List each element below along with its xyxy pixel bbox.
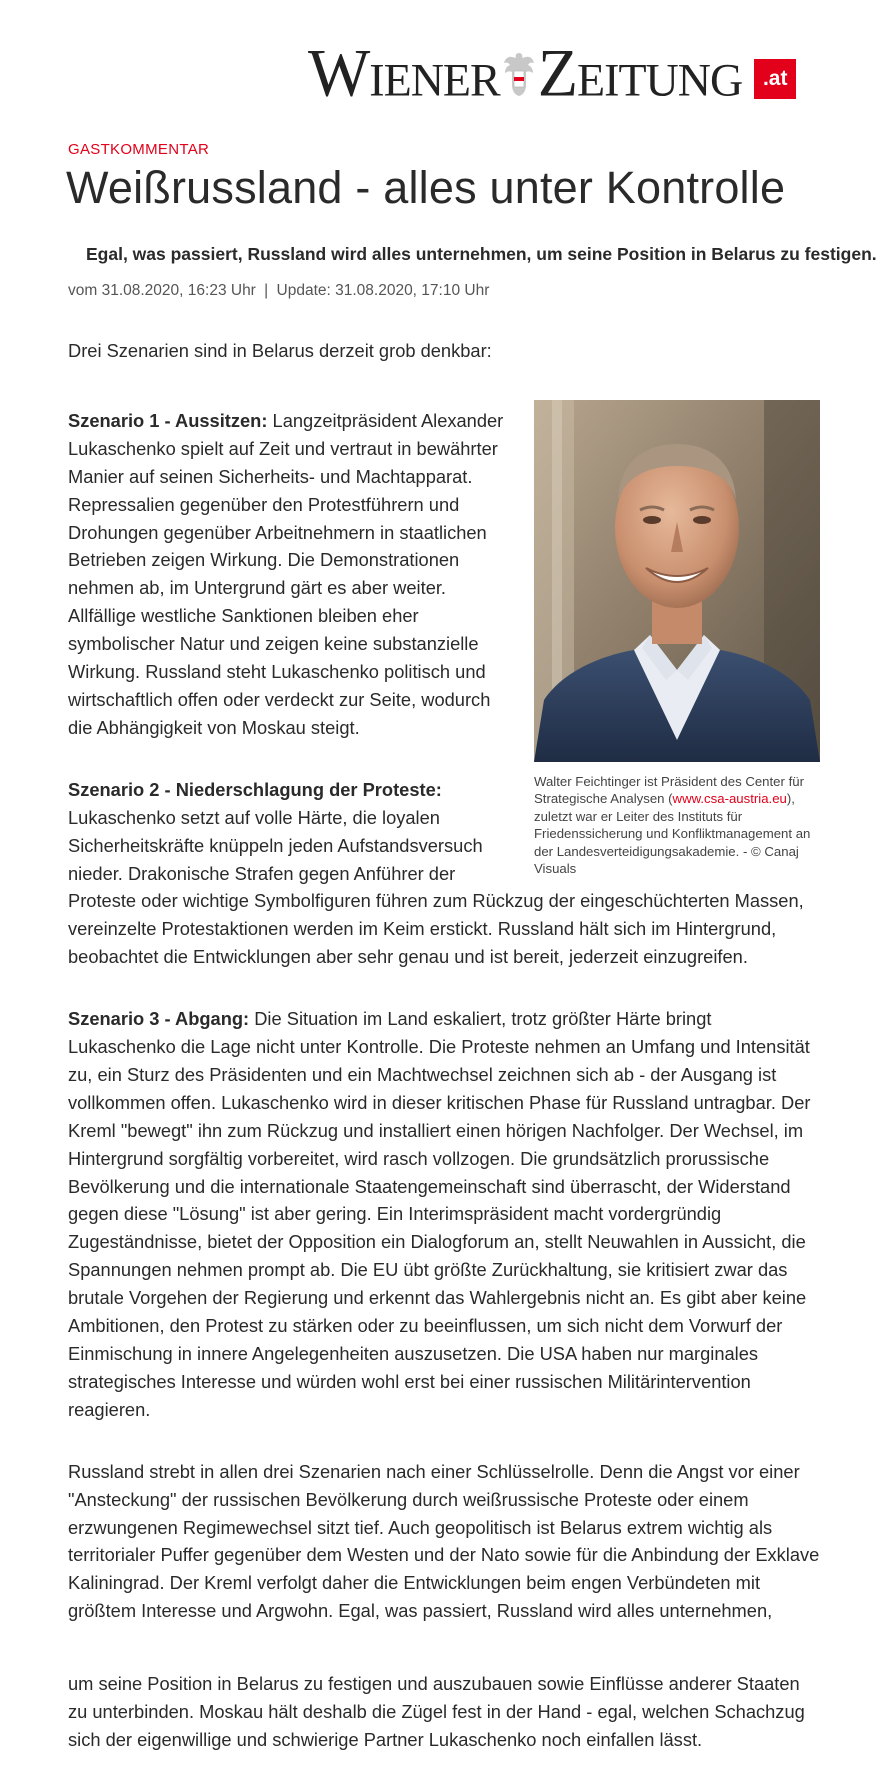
scenario-1-text: Langzeitpräsident Alexander Lukaschenko spielt auf Zeit und vertraut in bewährter Manier auf seinen Sicherheits- und Machtapparat. Repressalien gegenüber den Protestführern und Drohungen gegenüber Arbeitnehmern in staatlichen Betrieben zeigen Wirkung. Die Demonstrationen nehmen ab, im Untergrund gärt es aber weiter. Allfällige westliche Sanktionen bleiben eher symbolischer Natur und zeigen keine substanzielle Wirkung. Russland steht Lukaschenko politisch und wirtschaftlich offen oder verdeckt zur Seite, wodurch die Abhängigkeit von Moskau steigt. xyxy=(68,409,504,738)
scenario-2-text: Lukaschenko setzt auf volle Härte, die loyalen Sicherheitskräfte knüppeln jeden Aufstandsversuch nieder. Drakonische Strafen gegen Anführer der Proteste oder wichtige Symbolfiguren führen zum Rückzug der eingeschüchterten Massen, vereinzelte Protestaktionen werden im Keim erstickt. Russland hält sich im Hintergrund, beobachtet die Entwicklungen aber sehr genau und ist bereit, jederzeit einzugreifen. xyxy=(68,806,804,968)
scenario-3-heading: Szenario 3 - Abgang: xyxy=(68,1008,250,1030)
scenario-1-heading: Szenario 1 - Aussitzen: xyxy=(68,409,268,431)
article-body xyxy=(68,337,820,1788)
article-lead: Egal, was passiert, Russland wird alles unternehmen, um seine Position in Belarus zu festigen. xyxy=(86,244,877,264)
csa-link[interactable]: www.csa-austria.eu xyxy=(672,791,787,807)
photo-caption xyxy=(534,773,820,877)
article-kicker: GASTKOMMENTAR xyxy=(68,141,210,158)
masthead[interactable] xyxy=(308,36,796,111)
caption-text-b: ), zuletzt war er Leiter des Instituts für Friedenssicherung und Konfliktmanagement an der Landesverteidigungsakademie. - © Canaj Visuals xyxy=(534,791,811,876)
closing-paragraph: um seine Position in Belarus zu festigen und auszubauen sowie Einflüsse anderer Staaten zu unterbinden. Moskau hält deshalb die Zügel fest in der Hand - egal, welchen Schachzug sich der eigenwillige und schwierige Partner Lukaschenko noch einfallen lässt. xyxy=(68,1673,805,1750)
article-title: Weißrussland - alles unter Kontrolle xyxy=(66,162,786,213)
masthead-wordmark-wiener: Wiener xyxy=(308,36,500,111)
author-figure xyxy=(534,400,820,877)
masthead-wordmark-zeitung: Zeitung xyxy=(537,36,743,111)
dateline-separator: | xyxy=(264,282,269,299)
tld-badge: .at xyxy=(754,59,796,99)
author-photo[interactable] xyxy=(534,400,820,762)
scenario-3-text: Die Situation im Land eskaliert, trotz größter Härte bringt Lukaschenko die Lage nicht unter Kontrolle. Die Proteste nehmen an Umfang und Intensität zu, ein Sturz des Präsidenten und ein Machtwechsel zeichnen sich ab - der Ausgang ist vollkommen offen. Lukaschenko wird in dieser kritischen Phase für Russland untragbar. Der Kreml "bewegt" ihn zum Rückzug und installiert einen hörigen Nachfolger. Der Wechsel, im Hintergrund sorgfältig vorbereitet, wird rasch vollzogen. Die grundsätzlich prorussische Bevölkerung und die internationale Staatengemeinschaft sind überrascht, der Widerstand gegen diese "Lösung" ist aber gering. Ein Interimspräsident macht vordergründig Zugeständnisse, bietet der Opposition ein Dialogforum an, stellt Neuwahlen in Aussicht, die Spannungen nehmen prompt ab. Die EU übt größte Zurückhaltung, sie kritisiert zwar das brutale Vorgehen der Regierung und erkennt das Wahlergebnis nicht an. Es gibt aber keine Ambitionen, den Protest zu stärken oder zu beeinflussen, um sich nicht dem Vorwurf der Einmischung in innere Angelegenheiten auszusetzen. Die USA haben nur marginales strategisches Interesse und würden wohl erst bei einer russischen Militärintervention reagieren. xyxy=(68,1008,811,1420)
update-date: Update: 31.08.2020, 17:10 Uhr xyxy=(276,282,490,299)
intro-paragraph: Drei Szenarien sind in Belarus derzeit grob denkbar: xyxy=(68,340,492,361)
russia-paragraph: Russland strebt in allen drei Szenarien nach einer Schlüsselrolle. Denn die Angst vor einer "Ansteckung" der russischen Bevölkerung durch weißrussische Proteste oder einem erzwungenen Regimewechsel sitzt tief. Auch geopolitisch ist Belarus extrem wichtig als territorialer Puffer gegenüber dem Westen und der Nato sowie für die Anbindung der Exklave Kaliningrad. Der Kreml verfolgt daher die Entwicklungen beim engen Verbündeten mit größtem Interesse und Argwohn. Egal, was passiert, Russland wird alles unternehmen, xyxy=(68,1460,820,1622)
scenario-2-heading: Szenario 2 - Niederschlagung der Proteste: xyxy=(68,778,442,800)
scenario-3 xyxy=(68,1005,820,1424)
caption-text-a: Walter Feichtinger ist Präsident des Center für Strategische Analysen ( xyxy=(534,773,804,807)
austrian-eagle-icon xyxy=(502,49,536,99)
article-dateline xyxy=(68,282,489,300)
publish-date: vom 31.08.2020, 16:23 Uhr xyxy=(68,282,256,299)
